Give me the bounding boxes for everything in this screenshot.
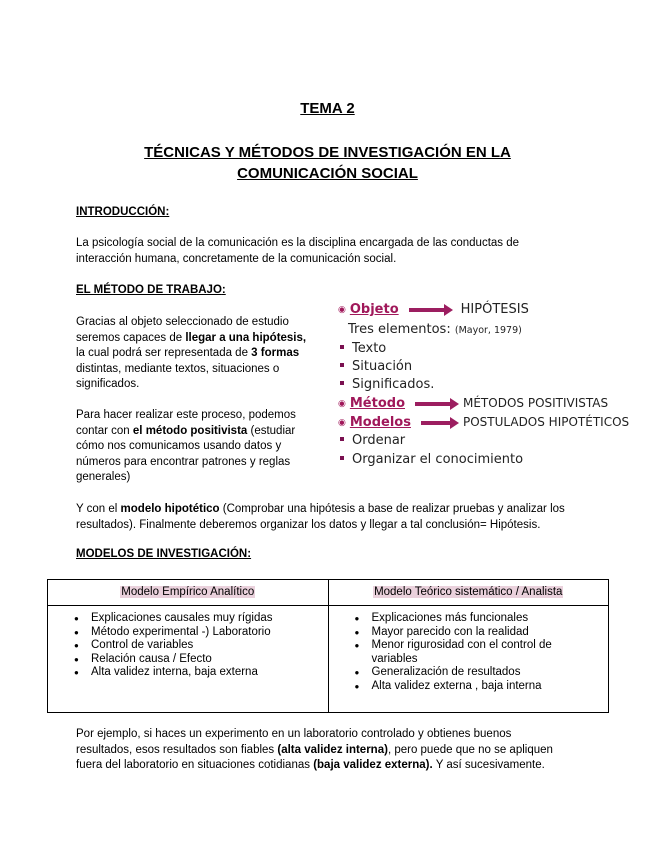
hypothetical-paragraph <box>76 502 586 533</box>
square-bullet-icon <box>340 363 344 367</box>
text-run-bold: modelo hipotético <box>120 503 220 515</box>
slide-modelos: Modelos <box>349 415 411 430</box>
circle-bullet-icon: ◉ <box>338 304 346 315</box>
slide-ordenar: Ordenar <box>352 433 406 448</box>
slide-row-texto <box>338 341 386 359</box>
slide-row-ordenar <box>338 433 405 451</box>
slide-row-situacion <box>338 359 412 377</box>
slide-tres: Tres elementos: <box>348 322 451 337</box>
slide-citation: (Mayor, 1979) <box>454 325 522 336</box>
slide-row-metodo <box>338 396 608 414</box>
square-bullet-icon <box>340 437 344 441</box>
slide-significados: Significados. <box>352 377 435 392</box>
slide-row-tres <box>348 322 522 340</box>
list-item: ● Relación causa / Efecto <box>91 653 328 667</box>
text-run: distintas, mediante textos, situaciones o significados. <box>76 362 280 390</box>
text-run-bold: (alta validez interna) <box>277 743 388 756</box>
text-run: Y así sucesivamente. <box>432 759 545 771</box>
square-bullet-icon <box>340 456 344 460</box>
list-item: ● Menor rigurosidad con el control de variables <box>372 639 589 666</box>
document-heading: TEMA 2 <box>300 100 355 117</box>
method-heading-text: EL MÉTODO DE TRABAJO <box>76 284 222 296</box>
list-item: ● Método experimental -) Laboratorio <box>91 626 328 640</box>
slide-postulados: POSTULADOS HIPOTÉTICOS <box>462 415 630 429</box>
slide-row-modelos <box>338 415 629 433</box>
intro-paragraph: La psicología social de la comunicación es la disciplina encargada de las conductas de interacción humana, concretamente de la comunicación social. <box>76 237 520 265</box>
arrow-right-icon <box>415 402 451 406</box>
text-run: Por ejemplo, si haces un experimento en un laboratorio controlado y obtienes buenos resultados, esos resultados son fiables <box>76 728 512 756</box>
slide-row-organizar <box>338 452 523 470</box>
slide-metodos-positivistas: MÉTODOS POSITIVISTAS <box>463 396 609 410</box>
table-header-cell <box>48 580 329 606</box>
text-run-bold: (baja validez externa). <box>313 759 433 771</box>
list-item: ● Explicaciones más funcionales <box>372 612 589 626</box>
theoretical-list <box>329 612 609 712</box>
slide-organizar: Organizar el conocimiento <box>352 452 524 467</box>
text-run: Para hacer realizar este proceso, podemos contar con <box>76 409 296 437</box>
table-header-row <box>48 580 609 606</box>
text-run: la cual podrá ser representada de <box>76 347 252 359</box>
text-run: (estudiar cómo nos comunicamos usando datos y números para encontrar patrones y reglas generales) <box>76 424 296 483</box>
text-run-bold: el método positivista <box>132 424 248 437</box>
square-bullet-icon <box>340 381 344 385</box>
list-item: ● Alta validez externa , baja interna <box>372 680 589 694</box>
arrow-right-icon <box>409 308 445 312</box>
circle-bullet-icon: ◉ <box>338 398 346 409</box>
text-run-bold: 3 formas <box>251 347 300 359</box>
slide-texto: Texto <box>352 341 387 356</box>
arrow-right-icon <box>421 421 451 425</box>
text-run-bold: llegar a una hipótesis, <box>185 331 307 344</box>
method-heading <box>76 284 226 296</box>
slide-hipotesis: HIPÓTESIS <box>460 302 529 317</box>
table-cell <box>328 606 609 713</box>
list-item: ● Generalización de resultados <box>372 666 589 680</box>
models-table <box>47 579 609 713</box>
table-body-row <box>48 606 609 713</box>
example-paragraph <box>76 727 566 774</box>
method-paragraph-2 <box>76 408 316 486</box>
empirical-list <box>48 612 328 712</box>
method-heading-colon: : <box>221 284 226 296</box>
slide-row-objeto <box>338 302 529 320</box>
text-run: Gracias al objeto seleccionado de estudio seremos capaces de <box>76 316 289 344</box>
title-line-1: TÉCNICAS Y MÉTODOS DE INVESTIGACIÓN EN LA <box>144 144 511 161</box>
list-item: ● Control de variables <box>91 639 328 653</box>
intro-heading: INTRODUCCIÓN: <box>76 206 170 218</box>
slide-situacion: Situación <box>352 359 413 374</box>
method-paragraph-1 <box>76 315 316 393</box>
document-title <box>0 142 655 184</box>
text-run: , pero puede que no se apliquen fuera del laboratorio en situaciones cotidianas <box>76 743 553 771</box>
list-item: ● Mayor parecido con la realidad <box>372 626 589 640</box>
slide-objeto: Objeto <box>349 302 399 317</box>
models-heading: MODELOS DE INVESTIGACIÓN: <box>76 548 252 560</box>
text-run: Y con el <box>76 503 121 515</box>
theoretical-model-title: Modelo Teórico sistemático / Analista <box>374 586 563 598</box>
list-item: ● Explicaciones causales muy rígidas <box>91 612 328 626</box>
table-cell <box>48 606 329 713</box>
empirical-model-title: Modelo Empírico Analítico <box>121 586 255 598</box>
table-header-cell <box>328 580 609 606</box>
square-bullet-icon <box>340 345 344 349</box>
list-item: ● Alta validez interna, baja externa <box>91 666 328 680</box>
title-line-2: COMUNICACIÓN SOCIAL <box>237 165 418 182</box>
text-run: (Comprobar una hipótesis a base de realizar pruebas y analizar los resultados). Finalmente deberemos organizar los datos y llegar a tal conclusión= Hipótesis. <box>76 503 565 531</box>
slide-metodo: Método <box>349 396 405 411</box>
circle-bullet-icon: ◉ <box>338 417 346 428</box>
slide-row-significados <box>338 377 434 395</box>
